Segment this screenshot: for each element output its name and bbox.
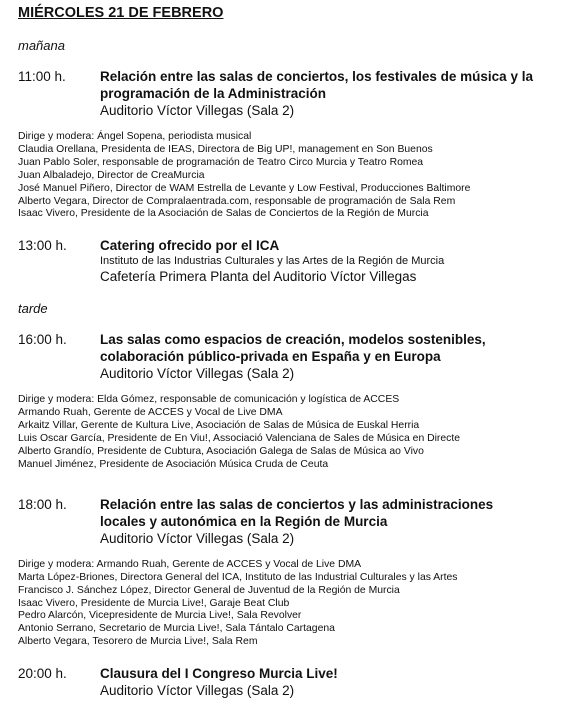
session-title-line: programación de la Administración (100, 86, 327, 101)
period-morning: mañana (18, 38, 65, 53)
session-title-line: locales y autonómica en la Región de Murcia (100, 513, 388, 529)
session-body (100, 237, 580, 285)
participant: Alberto Vegara, Tesorero de Murcia Live!, Sala Rem (18, 636, 258, 648)
session-time: 18:00 h. (18, 496, 67, 512)
participant: Antonio Serrano, Secretario de Murcia Live!, Sala Tántalo Cartagena (18, 623, 335, 635)
session-title-line: Catering ofrecido por el ICA (100, 238, 280, 254)
participant: Alberto Grandío, Presidente de Cubtura, Asociación Galega de Salas de Música ao Vivo (18, 445, 424, 457)
participant: Dirige y modera: Ángel Sopena, periodista musical (18, 131, 252, 142)
session-time: 11:00 h. (18, 69, 66, 84)
session-time: 20:00 h. (18, 666, 67, 682)
period-afternoon: tarde (18, 301, 48, 317)
participant: Pedro Alarcón, Vicepresidente de Murcia Live!, Sala Revolver (18, 610, 302, 622)
participant: Marta López-Briones, Directora General del ICA, Instituto de las Industrial Culturales y las Artes (18, 571, 458, 583)
participant: Isaac Vivero, Presidente de la Asociación de Salas de Conciertos de la Región de Murcia (18, 208, 429, 220)
participants-list (18, 559, 580, 649)
session-venue: Auditorio Víctor Villegas (Sala 2) (100, 683, 295, 699)
session-1300 (18, 237, 580, 285)
session-time: 13:00 h. (18, 238, 67, 254)
session-2000 (18, 665, 580, 699)
session-time: 16:00 h. (18, 332, 67, 348)
participant: Luis Oscar García, Presidente de En Viu!, Associació Valenciana de Sales de Música en Directe (18, 433, 461, 445)
session-body (100, 665, 580, 699)
session-title-line: Relación entre las salas de conciertos y las administraciones (100, 496, 494, 512)
participant: Dirige y modera: Elda Gómez, responsable de comunicación y logística de ACCES (18, 394, 400, 406)
participant: Dirige y modera: Armando Ruah, Gerente de ACCES y Vocal de Live DMA (18, 558, 362, 570)
session-1600 (18, 331, 580, 382)
session-1100 (18, 68, 580, 119)
participant: Francisco J. Sánchez López, Director General de Juventud de la Región de Murcia (18, 584, 400, 596)
participant: Juan Pablo Soler, responsable de programación de Teatro Circo Murcia y Teatro Romea (18, 156, 424, 168)
session-title-line: Clausura del I Congreso Murcia Live! (100, 666, 338, 682)
participant: Armando Ruah, Gerente de ACCES y Vocal de Live DMA (18, 407, 283, 419)
day-title: MIÉRCOLES 21 DE FEBRERO (18, 5, 224, 21)
participant: José Manuel Piñero, Director de WAM Estrella de Levante y Low Festival, Producciones Baltimore (18, 182, 471, 194)
participant: Arkaitz Villar, Gerente de Kultura Live, Asociación de Salas de Música de Euskal Herria (18, 420, 420, 432)
session-body (100, 331, 580, 382)
participants-list (18, 394, 580, 471)
participant: Juan Albaladejo, Director de CreaMurcia (18, 169, 205, 181)
session-subtitle: Instituto de las Industrias Culturales y las Artes de la Región de Murcia (100, 255, 445, 268)
session-1800 (18, 496, 580, 547)
participant: Manuel Jiménez, Presidente de Asociación Música Cruda de Ceuta (18, 458, 329, 470)
participant: Isaac Vivero, Presidente de Murcia Live!, Garaje Beat Club (18, 597, 290, 609)
session-title-line: colaboración público-privada en España y en Europa (100, 349, 441, 365)
session-title-line: Las salas como espacios de creación, modelos sostenibles, (100, 332, 486, 348)
session-venue: Auditorio Víctor Villegas (Sala 2) (100, 366, 295, 382)
participant: Claudia Orellana, Presidenta de IEAS, Directora de Big UP!, management en Son Buenos (18, 143, 433, 155)
participant: Alberto Vegara, Director de Compralaentrada.com, responsable de programación de Sala Rem (18, 195, 456, 207)
session-venue: Auditorio Víctor Villegas (Sala 2) (100, 103, 295, 118)
session-venue: Cafetería Primera Planta del Auditorio Víctor Villegas (100, 269, 417, 285)
session-body (100, 496, 580, 547)
session-venue: Auditorio Víctor Villegas (Sala 2) (100, 530, 295, 546)
session-title-line: Relación entre las salas de conciertos, los festivales de música y la (100, 69, 533, 84)
session-body (100, 68, 580, 119)
participants-list (18, 131, 580, 221)
